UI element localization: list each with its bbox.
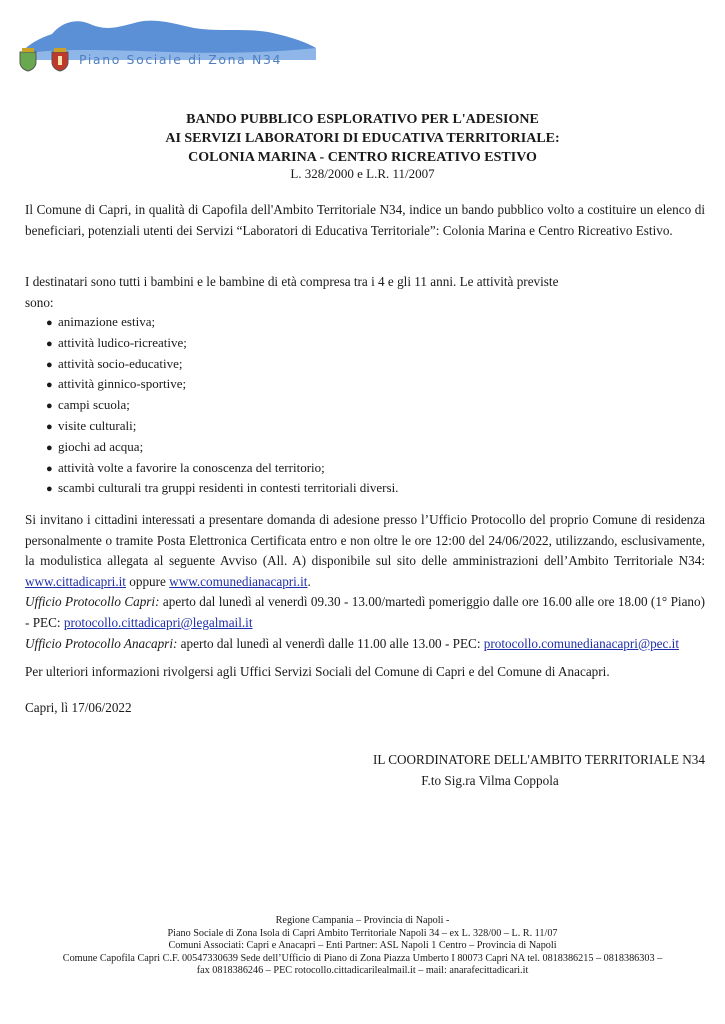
- brand-text: Piano Sociale di Zona N34: [79, 52, 283, 67]
- place-date: Capri, lì 17/06/2022: [25, 700, 132, 715]
- bullet-icon: ●: [46, 441, 53, 454]
- capri-crest-icon: [18, 48, 38, 72]
- footer-line: Piano Sociale di Zona Isola di Capri Ambito Territoriale Napoli 34 – ex L. 328/00 – L. R. 11/07: [167, 927, 558, 939]
- document-title: [0, 110, 725, 167]
- footer-line: Regione Campania – Provincia di Napoli -: [275, 915, 450, 926]
- footer: [0, 915, 725, 978]
- bullet-icon: ●: [46, 483, 53, 496]
- link-separator: oppure: [129, 573, 166, 589]
- info-paragraph: Per ulteriori informazioni rivolgersi agli Uffici Servizi Sociali del Comune di Capri e del Comune di Anacapri.: [25, 664, 610, 679]
- bullet-icon: ●: [46, 358, 53, 371]
- title-line: COLONIA MARINA - CENTRO RICREATIVO ESTIVO: [188, 150, 537, 165]
- list-item: ● campi scuola;: [46, 395, 398, 416]
- list-item: ● attività ludico-ricreative;: [46, 333, 398, 354]
- footer-line: Comune Capofila Capri C.F. 00547330639 Sede dell’Ufficio di Piano di Zona Piazza Umberto I 80073 Capri NA tel. 0818386215 – 0818386303 –: [62, 952, 663, 964]
- signature-role: IL COORDINATORE DELL'AMBITO TERRITORIALE N34: [372, 752, 705, 767]
- bullet-icon: ●: [46, 400, 53, 413]
- invite-paragraph: Si invitano i cittadini interessati a presentare domanda di adesione presso l’Ufficio Protocollo del proprio Comune di residenza personalmente o tramite Posta Elettronica Certificata entro e non oltre le ore 12:00 del 24/06/2022, utilizzando, esclusivamente, la modulistica allegata al seguente Avviso (All. A) disponibile sul sito delle amministrazioni dell’Ambito Territoriale N34: www.cittadicapri.it oppure www.comunedianacapri.it. Ufficio Protocollo Capri: aperto dal lunedì al venerdì 09.30 - 13.00/martedì pomeriggio dalle ore 16.00 alle ore 18.00 (1° Piano) - PEC: protocollo.cittadicapri@legalmail.it Ufficio Protocollo Anacapri: aperto dal lunedì al venerdì dalle 11.00 alle 13.00 - PEC: protocollo.comunedianacapri@pec.it: [25, 510, 705, 654]
- list-item: ● visite culturali;: [46, 416, 398, 437]
- list-item: ● scambi culturali tra gruppi residenti in contesti territoriali diversi.: [46, 478, 398, 499]
- title-line: BANDO PUBBLICO ESPLORATIVO PER L'ADESIONE: [186, 112, 539, 127]
- footer-line: Comuni Associati: Capri e Anacapri – Enti Partner: ASL Napoli 1 Centro – Provincia di Napoli: [168, 940, 557, 952]
- activities-list: [46, 312, 398, 499]
- office-anacapri-label: Ufficio Protocollo Anacapri:: [25, 635, 178, 651]
- bullet-icon: ●: [46, 462, 53, 475]
- bullet-icon: ●: [46, 379, 53, 392]
- office-capri-label: Ufficio Protocollo Capri:: [25, 594, 160, 610]
- signature-name: F.to Sig.ra Vilma Coppola: [421, 773, 559, 788]
- list-item: ● attività socio-educative;: [46, 354, 398, 375]
- recipients-paragraph: I destinatari sono tutti i bambini e le bambine di età compresa tra i 4 e gli 11 anni. Le attività previste sono:: [25, 274, 559, 310]
- office-capri-line: [25, 592, 705, 633]
- office-anacapri-line: [25, 634, 705, 655]
- anacapri-crest-icon: [50, 48, 70, 72]
- office-anacapri-hours: aperto dal lunedì al venerdì dalle 11.00 alle 13.00 - PEC:: [180, 635, 481, 651]
- law-reference: L. 328/2000 e L.R. 11/2007: [290, 166, 435, 181]
- pec-capri-link[interactable]: protocollo.cittadicapri@legalmail.it: [63, 614, 253, 630]
- list-item: ● attività volte a favorire la conoscenza del territorio;: [46, 458, 398, 479]
- link-cittadicapri[interactable]: www.cittadicapri.it: [25, 573, 126, 589]
- bullet-icon: ●: [46, 337, 53, 350]
- footer-line: fax 0818386246 – PEC rotocollo.cittadicarilealmail.it – mail: anarafecittadicari.it: [196, 965, 529, 977]
- list-item: ● attività ginnico-sportive;: [46, 374, 398, 395]
- invite-text: Si invitano i cittadini interessati a presentare domanda di adesione presso l’Ufficio Protocollo del proprio Comune di residenza personalmente o tramite Posta Elettronica Certificata entro e non oltre le ore 12:00 del 24/06/2022, utilizzando, esclusivamente, la modulistica allegata al seguente Avviso (All. A) disponibile sul sito delle amministrazioni dell’Ambito Territoriale N34:: [25, 512, 705, 569]
- title-line: AI SERVIZI LABORATORI DI EDUCATIVA TERRITORIALE:: [165, 131, 560, 146]
- link-comunedianacapri[interactable]: www.comunedianacapri.it: [169, 573, 308, 589]
- intro-paragraph: Il Comune di Capri, in qualità di Capofila dell'Ambito Territoriale N34, indice un bando pubblico volto a costituire un elenco di beneficiari, potenziali utenti dei Servizi “Laboratori di Educativa Territoriale”: Colonia Marina e Centro Ricreativo Estivo.: [25, 202, 705, 238]
- list-item: ● animazione estiva;: [46, 312, 398, 333]
- bullet-icon: ●: [46, 420, 53, 433]
- pec-anacapri-link[interactable]: protocollo.comunedianacapri@pec.it: [483, 635, 680, 651]
- office-capri-hours: aperto dal lunedì al venerdì 09.30 - 13.00/martedì pomeriggio dalle ore 16.00 alle ore 18.00 (1° Piano) - PEC:: [25, 594, 706, 630]
- bullet-icon: ●: [46, 317, 53, 329]
- list-item: ● giochi ad acqua;: [46, 437, 398, 458]
